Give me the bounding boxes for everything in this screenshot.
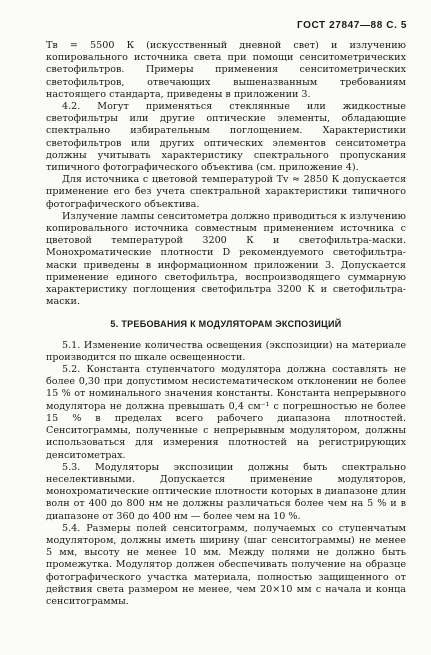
- paragraph: 5.2. Константа ступенчатого модулятора должна составлять не более 0,30 при допустимом несистематическом отклонении не более 15 % от номинального значения константы. Константа непрерывного модулятора не должна превышать 0,4 см⁻¹ с погрешностью не более 15 % в пределах всего рабочего диапазона плотностей. Сенситограммы, полученные с непрерывным модулятором, должны использоваться для измерения плотностей на регистрирующих денситометрах.: [46, 364, 406, 461]
- paragraph: 5.1. Изменение количества освещения (экспозиции) на материале производится по шкале освещенности.: [46, 339, 406, 363]
- document-body: [46, 40, 406, 608]
- section-heading: 5. ТРЕБОВАНИЯ К МОДУЛЯТОРАМ ЭКСПОЗИЦИЙ: [110, 319, 342, 330]
- paragraph: Излучение лампы сенситометра должно приводиться к излучению копировального источника совместным применением источника с цветовой температурой 3200 К и светофильтра-маски. Монохроматические плотности D рекомендуемого светофильтра-маски приведены в информационном приложении 3. Допускается применение единого светофильтра, воспроизводящего суммарную характеристику поглощения светофильтра 3200 К и светофильтра-маски.: [46, 210, 406, 308]
- page-header: ГОСТ 27847—88 С. 5: [296, 20, 407, 31]
- paragraph: Для источника с цветовой температурой Tv ≈ 2850 К допускается применение его без учета спектральной характеристики типичного фотографического объектива.: [46, 174, 406, 210]
- paragraph: Tв = 5500 К (искусственный дневной свет) и излучению копировального источника света при помощи сенситометрических светофильтров. Примеры применения сенситометрических светофильтров, отвечающих вышеназванным требованиям настоящего стандарта, приведены в приложении 3.: [46, 40, 406, 100]
- paragraph: 5.3. Модуляторы экспозиции должны быть спектрально неселективными. Допускается применение модуляторов, монохроматические оптические плотности которых в диапазоне длин волн от 400 до 800 нм не должны различаться более чем на 5 % и в диапазоне от 360 до 400 нм — более чем на 10 %.: [46, 461, 406, 522]
- paragraph: 5.4. Размеры полей сенситограмм, получаемых со ступенчатым модулятором, должны иметь ширину (шаг сенситограммы) не менее 5 мм, высоту не менее 10 мм. Между полями не должно быть промежутка. Модулятор должен обеспечивать получение на образце фотографического участка материала, полностью защищенного от действия света размером не менее, чем 20×10 мм с начала и конца сенситограммы.: [46, 522, 406, 607]
- paragraph: 4.2. Могут применяться стеклянные или жидкостные светофильтры или другие оптические элементы, обладающие спектрально избирательным поглощением. Характеристики светофильтров или других оптических элементов сенситометра должны учитывать характеристику спектрального пропускания типичного фотографического объектива (см. приложение 4).: [46, 101, 406, 174]
